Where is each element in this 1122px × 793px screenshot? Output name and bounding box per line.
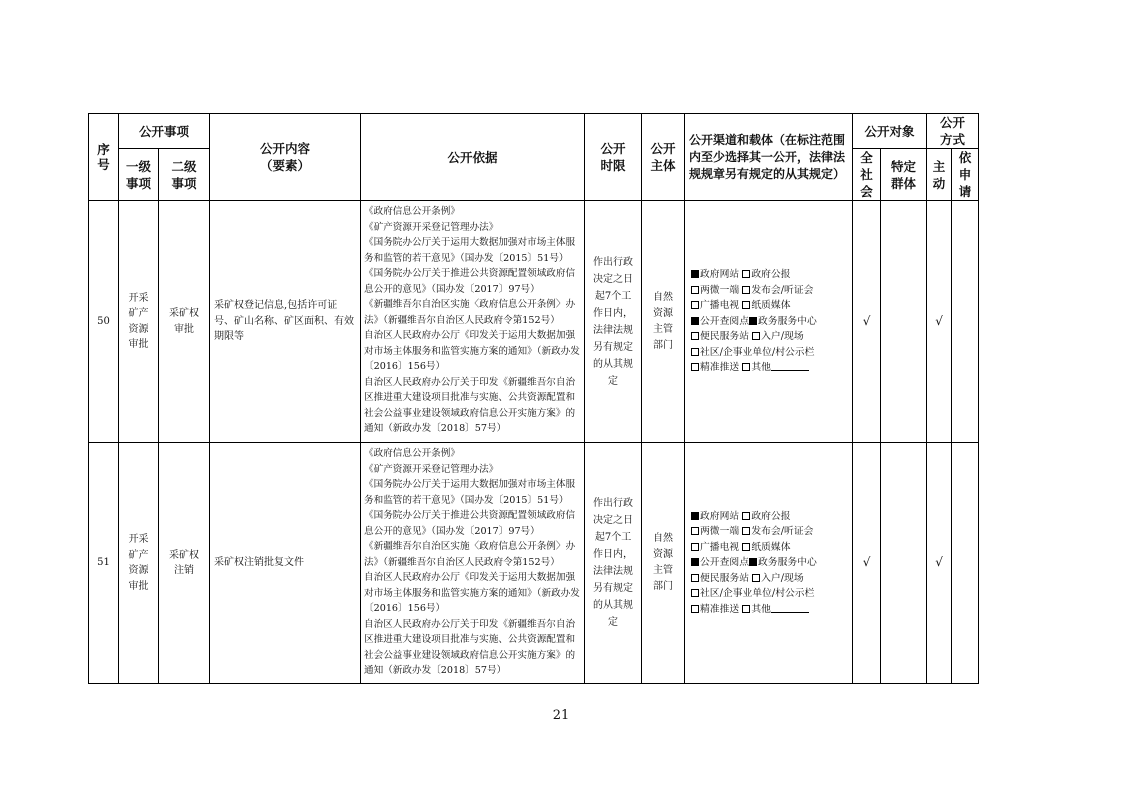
channel-label: 便民服务站 (700, 331, 749, 343)
channel-label: 纸质媒体 (751, 300, 791, 312)
channel-label: 公开查阅点 (700, 557, 749, 569)
basis-line: 《政府信息公开条例》 (364, 448, 460, 459)
checkbox-icon (691, 589, 699, 597)
header-seq: 序号 (89, 114, 119, 201)
row-method-request (952, 443, 979, 684)
header-target-group: 公开对象 (853, 114, 927, 149)
basis-line: 《矿产资源开采登记管理办法》 (364, 221, 499, 233)
checkbox-icon (742, 543, 750, 551)
row-content: 采矿权登记信息,包括许可证号、矿山名称、矿区面积、有效期限等 (210, 201, 361, 443)
channel-label: 政务服务中心 (758, 557, 817, 569)
checkbox-checked-icon (691, 512, 699, 520)
row-target-all: √ (853, 201, 881, 443)
basis-line: 自治区人民政府办公厅《印发关于运用大数据加强对市场主体服务和监管实施方案的通知》（新政办发〔2016〕156号） (364, 330, 580, 372)
blank-underline (771, 361, 809, 371)
header-deadline: 公开时限 (585, 114, 642, 201)
checkbox-icon (742, 605, 750, 613)
checkbox-checked-icon (691, 317, 699, 325)
row-channels (685, 443, 853, 684)
basis-line: 《国务院办公厅关于推进公共资源配置领域政府信息公开的意见》（国办发〔2017〕97号） (364, 510, 576, 537)
row-level2: 采矿权注销 (159, 443, 210, 684)
channel-label: 纸质媒体 (751, 541, 791, 553)
channel-label: 广播电视 (700, 541, 740, 553)
channel-label: 政府公报 (751, 269, 791, 281)
disclosure-table (88, 113, 979, 684)
checkbox-icon (742, 527, 750, 535)
row-target-all: √ (853, 443, 881, 684)
row-level1: 开采矿产资源审批 (119, 201, 159, 443)
checkbox-icon (691, 286, 699, 294)
checkbox-icon (752, 574, 760, 582)
basis-line: 自治区人民政府办公厅关于印发《新疆维吾尔自治区推进重大建设项目批准与实施、公共资源配置和社会公益事业建设领域政府信息公开实施方案》的通知（新政办发〔2018〕57号） (364, 618, 576, 676)
checkbox-icon (742, 270, 750, 278)
checkbox-icon (691, 574, 699, 582)
row-channels (685, 201, 853, 443)
row-seq: 50 (89, 201, 119, 443)
checkbox-icon (752, 332, 760, 340)
channel-label: 精准推送 (700, 603, 740, 615)
channel-label: 政府网站 (700, 510, 740, 522)
header-target-specific: 特定群体 (881, 149, 927, 201)
checkbox-checked-icon (691, 270, 699, 278)
row-method-active: √ (927, 201, 952, 443)
channel-label: 两微一端 (700, 284, 740, 296)
channel-label: 发布会/听证会 (751, 284, 814, 296)
checkbox-icon (691, 527, 699, 535)
basis-line: 《政府信息公开条例》 (364, 206, 460, 217)
row-basis (361, 201, 585, 443)
basis-line: 《国务院办公厅关于运用大数据加强对市场主体服务和监管的若干意见》（国办发〔2015〕51号） (364, 237, 576, 264)
checkbox-icon (691, 363, 699, 371)
channel-label: 两微一端 (700, 526, 740, 538)
row-seq: 51 (89, 443, 119, 684)
channel-label: 其他 (751, 362, 771, 374)
table-row (89, 443, 979, 684)
basis-line: 自治区人民政府办公厅《印发关于运用大数据加强对市场主体服务和监管实施方案的通知》（新政办发〔2016〕156号） (364, 572, 580, 614)
checkbox-checked-icon (749, 558, 757, 566)
channel-label: 入户/现场 (761, 572, 804, 584)
header-method-active: 主动 (927, 149, 952, 201)
header-basis: 公开依据 (361, 114, 585, 201)
channel-label: 入户/现场 (761, 331, 804, 343)
row-target-specific (881, 443, 927, 684)
header-content: 公开内容（要素） (210, 114, 361, 201)
checkbox-icon (742, 286, 750, 294)
channel-label: 政府公报 (751, 510, 791, 522)
basis-line: 《新疆维吾尔自治区实施〈政府信息公开条例〉办法》（新疆维吾尔自治区人民政府令第152号） (364, 541, 576, 568)
basis-line: 《新疆维吾尔自治区实施〈政府信息公开条例〉办法》（新疆维吾尔自治区人民政府令第152号） (364, 299, 576, 326)
row-target-specific (881, 201, 927, 443)
checkbox-icon (691, 543, 699, 551)
basis-line: 《国务院办公厅关于运用大数据加强对市场主体服务和监管的若干意见》（国办发〔2015〕51号） (364, 479, 576, 506)
header-subject: 公开主体 (642, 114, 685, 201)
basis-line: 《矿产资源开采登记管理办法》 (364, 463, 499, 475)
row-subject: 自然资源主管部门 (642, 201, 685, 443)
row-deadline: 作出行政决定之日起7个工作日内，法律法规另有规定的从其规定 (585, 443, 642, 684)
checkbox-icon (691, 301, 699, 309)
channel-label: 政务服务中心 (758, 315, 817, 327)
page-number: 21 (552, 708, 570, 723)
channel-label: 发布会/听证会 (751, 526, 814, 538)
channel-label: 社区/企事业单位/村公示栏 (700, 588, 815, 600)
row-method-active: √ (927, 443, 952, 684)
table-row (89, 201, 979, 443)
row-content: 采矿权注销批复文件 (210, 443, 361, 684)
row-level1: 开采矿产资源审批 (119, 443, 159, 684)
checkbox-icon (742, 363, 750, 371)
channel-label: 社区/企事业单位/村公示栏 (700, 346, 815, 358)
blank-underline (771, 603, 809, 613)
checkbox-icon (691, 605, 699, 613)
channel-label: 广播电视 (700, 300, 740, 312)
checkbox-icon (691, 348, 699, 356)
header-channel: 公开渠道和载体（在标注范围内至少选择其一公开，法律法规规章另有规定的从其规定） (685, 114, 853, 201)
channel-label: 公开查阅点 (700, 315, 749, 327)
channel-label: 精准推送 (700, 362, 740, 374)
row-method-request (952, 201, 979, 443)
checkbox-checked-icon (691, 558, 699, 566)
channel-label: 政府网站 (700, 269, 740, 281)
row-level2: 采矿权审批 (159, 201, 210, 443)
header-level1: 一级事项 (119, 149, 159, 201)
row-deadline: 作出行政决定之日起7个工作日内，法律法规另有规定的从其规定 (585, 201, 642, 443)
basis-line: 自治区人民政府办公厅关于印发《新疆维吾尔自治区推进重大建设项目批准与实施、公共资源配置和社会公益事业建设领域政府信息公开实施方案》的通知（新政办发〔2018〕57号） (364, 376, 576, 434)
row-basis (361, 443, 585, 684)
checkbox-icon (691, 332, 699, 340)
header-item-group: 公开事项 (119, 114, 210, 149)
checkbox-checked-icon (749, 317, 757, 325)
header-method-request: 依申请 (952, 149, 979, 201)
basis-line: 《国务院办公厅关于推进公共资源配置领域政府信息公开的意见》（国办发〔2017〕97号） (364, 268, 576, 295)
channel-label: 其他 (751, 603, 771, 615)
row-subject: 自然资源主管部门 (642, 443, 685, 684)
header-target-all: 全社会 (853, 149, 881, 201)
channel-label: 便民服务站 (700, 572, 749, 584)
checkbox-icon (742, 301, 750, 309)
header-method-group: 公开方式 (927, 114, 979, 149)
header-level2: 二级事项 (159, 149, 210, 201)
checkbox-icon (742, 512, 750, 520)
